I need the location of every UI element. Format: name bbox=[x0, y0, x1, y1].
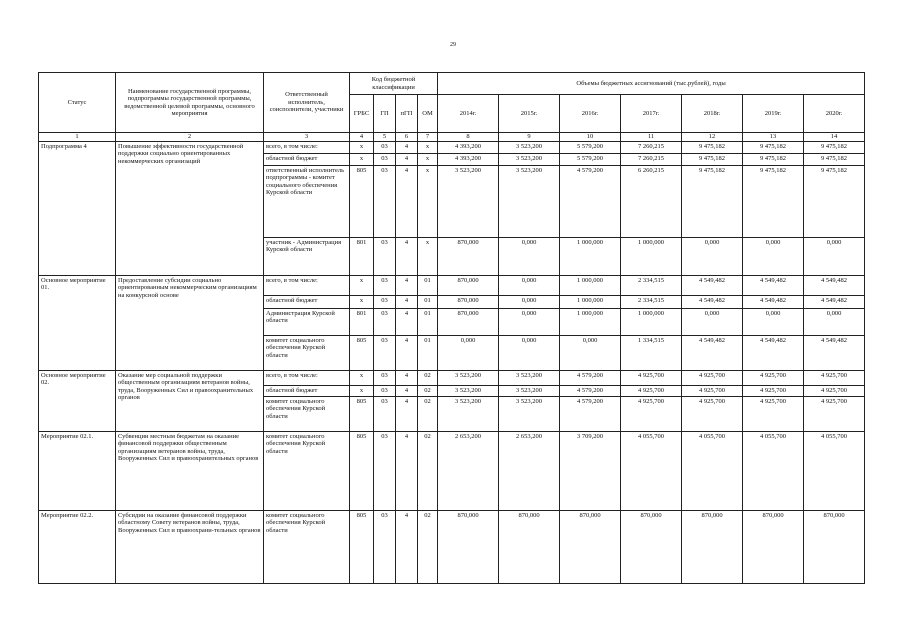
code-cell: 4 bbox=[396, 386, 418, 397]
executor-cell: участник - Администрация Курской области bbox=[264, 238, 350, 276]
code-cell: x bbox=[350, 154, 374, 166]
code-cell: 805 bbox=[350, 511, 374, 584]
value-cell: 4 925,700 bbox=[621, 397, 682, 432]
value-cell: 0,000 bbox=[804, 309, 865, 336]
value-cell: 4 579,200 bbox=[560, 386, 621, 397]
value-cell: 1 000,000 bbox=[621, 238, 682, 276]
table-row bbox=[39, 511, 865, 584]
value-cell: 4 925,700 bbox=[682, 371, 743, 386]
code-cell: 02 bbox=[418, 371, 438, 386]
code-cell: 03 bbox=[374, 296, 396, 309]
value-cell: 0,000 bbox=[499, 336, 560, 371]
code-cell: 801 bbox=[350, 309, 374, 336]
code-cell: 801 bbox=[350, 238, 374, 276]
code-cell: x bbox=[418, 238, 438, 276]
header-status: Статус bbox=[39, 73, 116, 133]
header-executor: Ответственный исполнитель, соисполнители, участники bbox=[264, 73, 350, 133]
value-cell: 7 260,215 bbox=[621, 154, 682, 166]
value-cell: 9 475,182 bbox=[804, 166, 865, 238]
value-cell: 4 549,482 bbox=[804, 296, 865, 309]
value-cell: 870,000 bbox=[621, 511, 682, 584]
executor-cell: комитет социального обеспечения Курской области bbox=[264, 397, 350, 432]
value-cell: 9 475,182 bbox=[804, 154, 865, 166]
value-cell: 6 260,215 bbox=[621, 166, 682, 238]
column-number: 8 bbox=[438, 133, 499, 142]
value-cell: 4 925,700 bbox=[804, 371, 865, 386]
value-cell: 4 925,700 bbox=[743, 386, 804, 397]
name-cell: Субсидии на оказание финансовой поддержки областному Совету ветеранов войны, труда, Вооруженных Сил и правоохрани-тельных органов bbox=[116, 511, 264, 584]
code-cell: 03 bbox=[374, 166, 396, 238]
value-cell: 4 925,700 bbox=[743, 397, 804, 432]
header-code-pgp: пГП bbox=[396, 95, 418, 133]
code-cell: 03 bbox=[374, 397, 396, 432]
code-cell: 4 bbox=[396, 397, 418, 432]
value-cell: 4 925,700 bbox=[804, 386, 865, 397]
value-cell: 9 475,182 bbox=[804, 142, 865, 154]
code-cell: 4 bbox=[396, 309, 418, 336]
column-number: 13 bbox=[743, 133, 804, 142]
code-cell: 03 bbox=[374, 371, 396, 386]
column-number: 1 bbox=[39, 133, 116, 142]
value-cell: 3 523,200 bbox=[499, 142, 560, 154]
value-cell: 3 523,200 bbox=[438, 397, 499, 432]
value-cell: 9 475,182 bbox=[682, 166, 743, 238]
budget-body bbox=[39, 142, 865, 584]
value-cell: 870,000 bbox=[560, 511, 621, 584]
code-cell: 4 bbox=[396, 336, 418, 371]
header-code-om: ОМ bbox=[418, 95, 438, 133]
value-cell: 4 393,200 bbox=[438, 142, 499, 154]
value-cell: 0,000 bbox=[499, 238, 560, 276]
value-cell: 870,000 bbox=[743, 511, 804, 584]
value-cell: 4 549,482 bbox=[682, 276, 743, 296]
code-cell: 4 bbox=[396, 238, 418, 276]
value-cell: 4 549,482 bbox=[743, 296, 804, 309]
value-cell: 0,000 bbox=[499, 309, 560, 336]
code-cell: 03 bbox=[374, 142, 396, 154]
value-cell: 3 523,200 bbox=[438, 386, 499, 397]
value-cell: 0,000 bbox=[499, 276, 560, 296]
column-number: 14 bbox=[804, 133, 865, 142]
value-cell: 2 653,200 bbox=[499, 432, 560, 511]
value-cell: 2 334,515 bbox=[621, 276, 682, 296]
code-cell: 4 bbox=[396, 154, 418, 166]
table-row bbox=[39, 432, 865, 511]
code-cell: 805 bbox=[350, 397, 374, 432]
code-cell: 03 bbox=[374, 432, 396, 511]
code-cell: 03 bbox=[374, 238, 396, 276]
value-cell: 4 925,700 bbox=[621, 386, 682, 397]
code-cell: x bbox=[350, 142, 374, 154]
code-cell: 03 bbox=[374, 309, 396, 336]
code-cell: 805 bbox=[350, 432, 374, 511]
value-cell: 0,000 bbox=[560, 336, 621, 371]
code-cell: 4 bbox=[396, 142, 418, 154]
header-name: Наименование государственной программы, подпрограммы государственной программы, ведомственной целевой программы, основного мероприятия bbox=[116, 73, 264, 133]
header-year: 2019г. bbox=[743, 95, 804, 133]
value-cell: 4 925,700 bbox=[682, 386, 743, 397]
value-cell: 4 549,482 bbox=[682, 336, 743, 371]
code-cell: x bbox=[350, 371, 374, 386]
value-cell: 1 000,000 bbox=[560, 296, 621, 309]
value-cell: 0,000 bbox=[743, 309, 804, 336]
value-cell: 4 055,700 bbox=[743, 432, 804, 511]
code-cell: 01 bbox=[418, 296, 438, 309]
column-number: 10 bbox=[560, 133, 621, 142]
value-cell: 0,000 bbox=[743, 238, 804, 276]
value-cell: 3 523,200 bbox=[499, 154, 560, 166]
status-cell: Подпрограмма 4 bbox=[39, 142, 116, 276]
executor-cell: областной бюджет bbox=[264, 386, 350, 397]
value-cell: 4 055,700 bbox=[804, 432, 865, 511]
value-cell: 4 579,200 bbox=[560, 166, 621, 238]
executor-cell: комитет социального обеспечения Курской области bbox=[264, 336, 350, 371]
value-cell: 9 475,182 bbox=[682, 142, 743, 154]
page-number: 29 bbox=[450, 42, 456, 48]
code-cell: x bbox=[418, 142, 438, 154]
header-funds-group: Объемы бюджетных ассигнований (тыс.рублей), годы bbox=[438, 73, 865, 95]
value-cell: 4 925,700 bbox=[682, 397, 743, 432]
name-cell: Предоставление субсидии социально ориентированным некоммерческим организациям на конкурсной основе bbox=[116, 276, 264, 371]
value-cell: 4 549,482 bbox=[804, 336, 865, 371]
value-cell: 5 579,200 bbox=[560, 142, 621, 154]
value-cell: 3 523,200 bbox=[499, 371, 560, 386]
value-cell: 3 523,200 bbox=[438, 166, 499, 238]
code-cell: x bbox=[350, 276, 374, 296]
executor-cell: Администрация Курской области bbox=[264, 309, 350, 336]
value-cell: 3 523,200 bbox=[499, 397, 560, 432]
value-cell: 9 475,182 bbox=[682, 154, 743, 166]
value-cell: 0,000 bbox=[438, 336, 499, 371]
status-cell: Мероприятие 02.1. bbox=[39, 432, 116, 511]
code-cell: 03 bbox=[374, 511, 396, 584]
code-cell: 02 bbox=[418, 511, 438, 584]
name-cell: Оказание мер социальной поддержки общественным организациям ветеранов войны, труда, Вооруженных Сил и правоохранительных органов bbox=[116, 371, 264, 432]
code-cell: 02 bbox=[418, 386, 438, 397]
executor-cell: областной бюджет bbox=[264, 154, 350, 166]
header-year: 2014г. bbox=[438, 95, 499, 133]
name-cell: Повышение эффективности государственной поддержки социально ориентированных некоммерческих организаций bbox=[116, 142, 264, 276]
status-cell: Основное мероприятие 01. bbox=[39, 276, 116, 371]
column-number: 4 bbox=[350, 133, 374, 142]
value-cell: 0,000 bbox=[804, 238, 865, 276]
value-cell: 2 334,515 bbox=[621, 296, 682, 309]
name-cell: Субвенции местным бюджетам на оказание финансовой поддержки общественным организациям ветеранов войны, труда, Вооруженных Сил и правоохранительных органов bbox=[116, 432, 264, 511]
status-cell: Основное мероприятие 02. bbox=[39, 371, 116, 432]
value-cell: 1 334,515 bbox=[621, 336, 682, 371]
table-row bbox=[39, 276, 865, 296]
code-cell: 4 bbox=[396, 296, 418, 309]
executor-cell: всего, в том числе: bbox=[264, 371, 350, 386]
executor-cell: областной бюджет bbox=[264, 296, 350, 309]
column-number: 12 bbox=[682, 133, 743, 142]
value-cell: 3 523,200 bbox=[499, 386, 560, 397]
value-cell: 4 549,482 bbox=[743, 336, 804, 371]
value-cell: 9 475,182 bbox=[743, 142, 804, 154]
value-cell: 4 393,200 bbox=[438, 154, 499, 166]
value-cell: 870,000 bbox=[682, 511, 743, 584]
table-row bbox=[39, 142, 865, 154]
code-cell: 805 bbox=[350, 336, 374, 371]
value-cell: 4 055,700 bbox=[621, 432, 682, 511]
executor-cell: комитет социального обеспечения Курской области bbox=[264, 511, 350, 584]
code-cell: 4 bbox=[396, 511, 418, 584]
header-code-gp: ГП bbox=[374, 95, 396, 133]
value-cell: 1 000,000 bbox=[560, 238, 621, 276]
column-number: 3 bbox=[264, 133, 350, 142]
code-cell: 03 bbox=[374, 386, 396, 397]
code-cell: x bbox=[350, 386, 374, 397]
code-cell: 01 bbox=[418, 336, 438, 371]
value-cell: 870,000 bbox=[499, 511, 560, 584]
value-cell: 1 000,000 bbox=[621, 309, 682, 336]
value-cell: 0,000 bbox=[499, 296, 560, 309]
value-cell: 870,000 bbox=[438, 296, 499, 309]
code-cell: 4 bbox=[396, 371, 418, 386]
value-cell: 2 653,200 bbox=[438, 432, 499, 511]
value-cell: 3 523,200 bbox=[499, 166, 560, 238]
code-cell: 02 bbox=[418, 432, 438, 511]
value-cell: 1 000,000 bbox=[560, 309, 621, 336]
column-number: 2 bbox=[116, 133, 264, 142]
column-number: 7 bbox=[418, 133, 438, 142]
code-cell: x bbox=[418, 166, 438, 238]
value-cell: 4 925,700 bbox=[743, 371, 804, 386]
value-cell: 3 523,200 bbox=[438, 371, 499, 386]
value-cell: 0,000 bbox=[682, 238, 743, 276]
code-cell: 805 bbox=[350, 166, 374, 238]
value-cell: 870,000 bbox=[438, 238, 499, 276]
executor-cell: всего, в том числе: bbox=[264, 142, 350, 154]
value-cell: 1 000,000 bbox=[560, 276, 621, 296]
value-cell: 4 925,700 bbox=[621, 371, 682, 386]
header-code-grbs: ГРБС bbox=[350, 95, 374, 133]
column-number: 5 bbox=[374, 133, 396, 142]
executor-cell: всего, в том числе: bbox=[264, 276, 350, 296]
code-cell: x bbox=[350, 296, 374, 309]
code-cell: 03 bbox=[374, 276, 396, 296]
value-cell: 870,000 bbox=[804, 511, 865, 584]
status-cell: Мероприятие 02.2. bbox=[39, 511, 116, 584]
code-cell: 01 bbox=[418, 276, 438, 296]
code-cell: 4 bbox=[396, 166, 418, 238]
value-cell: 7 260,215 bbox=[621, 142, 682, 154]
column-number: 6 bbox=[396, 133, 418, 142]
header-year: 2018г. bbox=[682, 95, 743, 133]
code-cell: 01 bbox=[418, 309, 438, 336]
header-year: 2020г. bbox=[804, 95, 865, 133]
table-row bbox=[39, 371, 865, 386]
header-year: 2015г. bbox=[499, 95, 560, 133]
value-cell: 4 579,200 bbox=[560, 371, 621, 386]
header-year: 2017г. bbox=[621, 95, 682, 133]
value-cell: 4 055,700 bbox=[682, 432, 743, 511]
code-cell: 4 bbox=[396, 276, 418, 296]
value-cell: 4 579,200 bbox=[560, 397, 621, 432]
column-number: 11 bbox=[621, 133, 682, 142]
value-cell: 4 549,482 bbox=[682, 296, 743, 309]
value-cell: 870,000 bbox=[438, 276, 499, 296]
column-number: 9 bbox=[499, 133, 560, 142]
value-cell: 5 579,200 bbox=[560, 154, 621, 166]
value-cell: 0,000 bbox=[682, 309, 743, 336]
code-cell: x bbox=[418, 154, 438, 166]
value-cell: 870,000 bbox=[438, 309, 499, 336]
value-cell: 9 475,182 bbox=[743, 166, 804, 238]
code-cell: 02 bbox=[418, 397, 438, 432]
value-cell: 4 549,482 bbox=[743, 276, 804, 296]
value-cell: 4 549,482 bbox=[804, 276, 865, 296]
header-code-group: Код бюджетной классификации bbox=[350, 73, 438, 95]
value-cell: 870,000 bbox=[438, 511, 499, 584]
executor-cell: ответственный исполнитель подпрограммы - комитет социального обеспечения Курской области bbox=[264, 166, 350, 238]
value-cell: 9 475,182 bbox=[743, 154, 804, 166]
header-year: 2016г. bbox=[560, 95, 621, 133]
value-cell: 4 925,700 bbox=[804, 397, 865, 432]
budget-table bbox=[38, 72, 865, 584]
code-cell: 03 bbox=[374, 154, 396, 166]
code-cell: 03 bbox=[374, 336, 396, 371]
value-cell: 3 709,200 bbox=[560, 432, 621, 511]
code-cell: 4 bbox=[396, 432, 418, 511]
executor-cell: комитет социального обеспечения Курской области bbox=[264, 432, 350, 511]
